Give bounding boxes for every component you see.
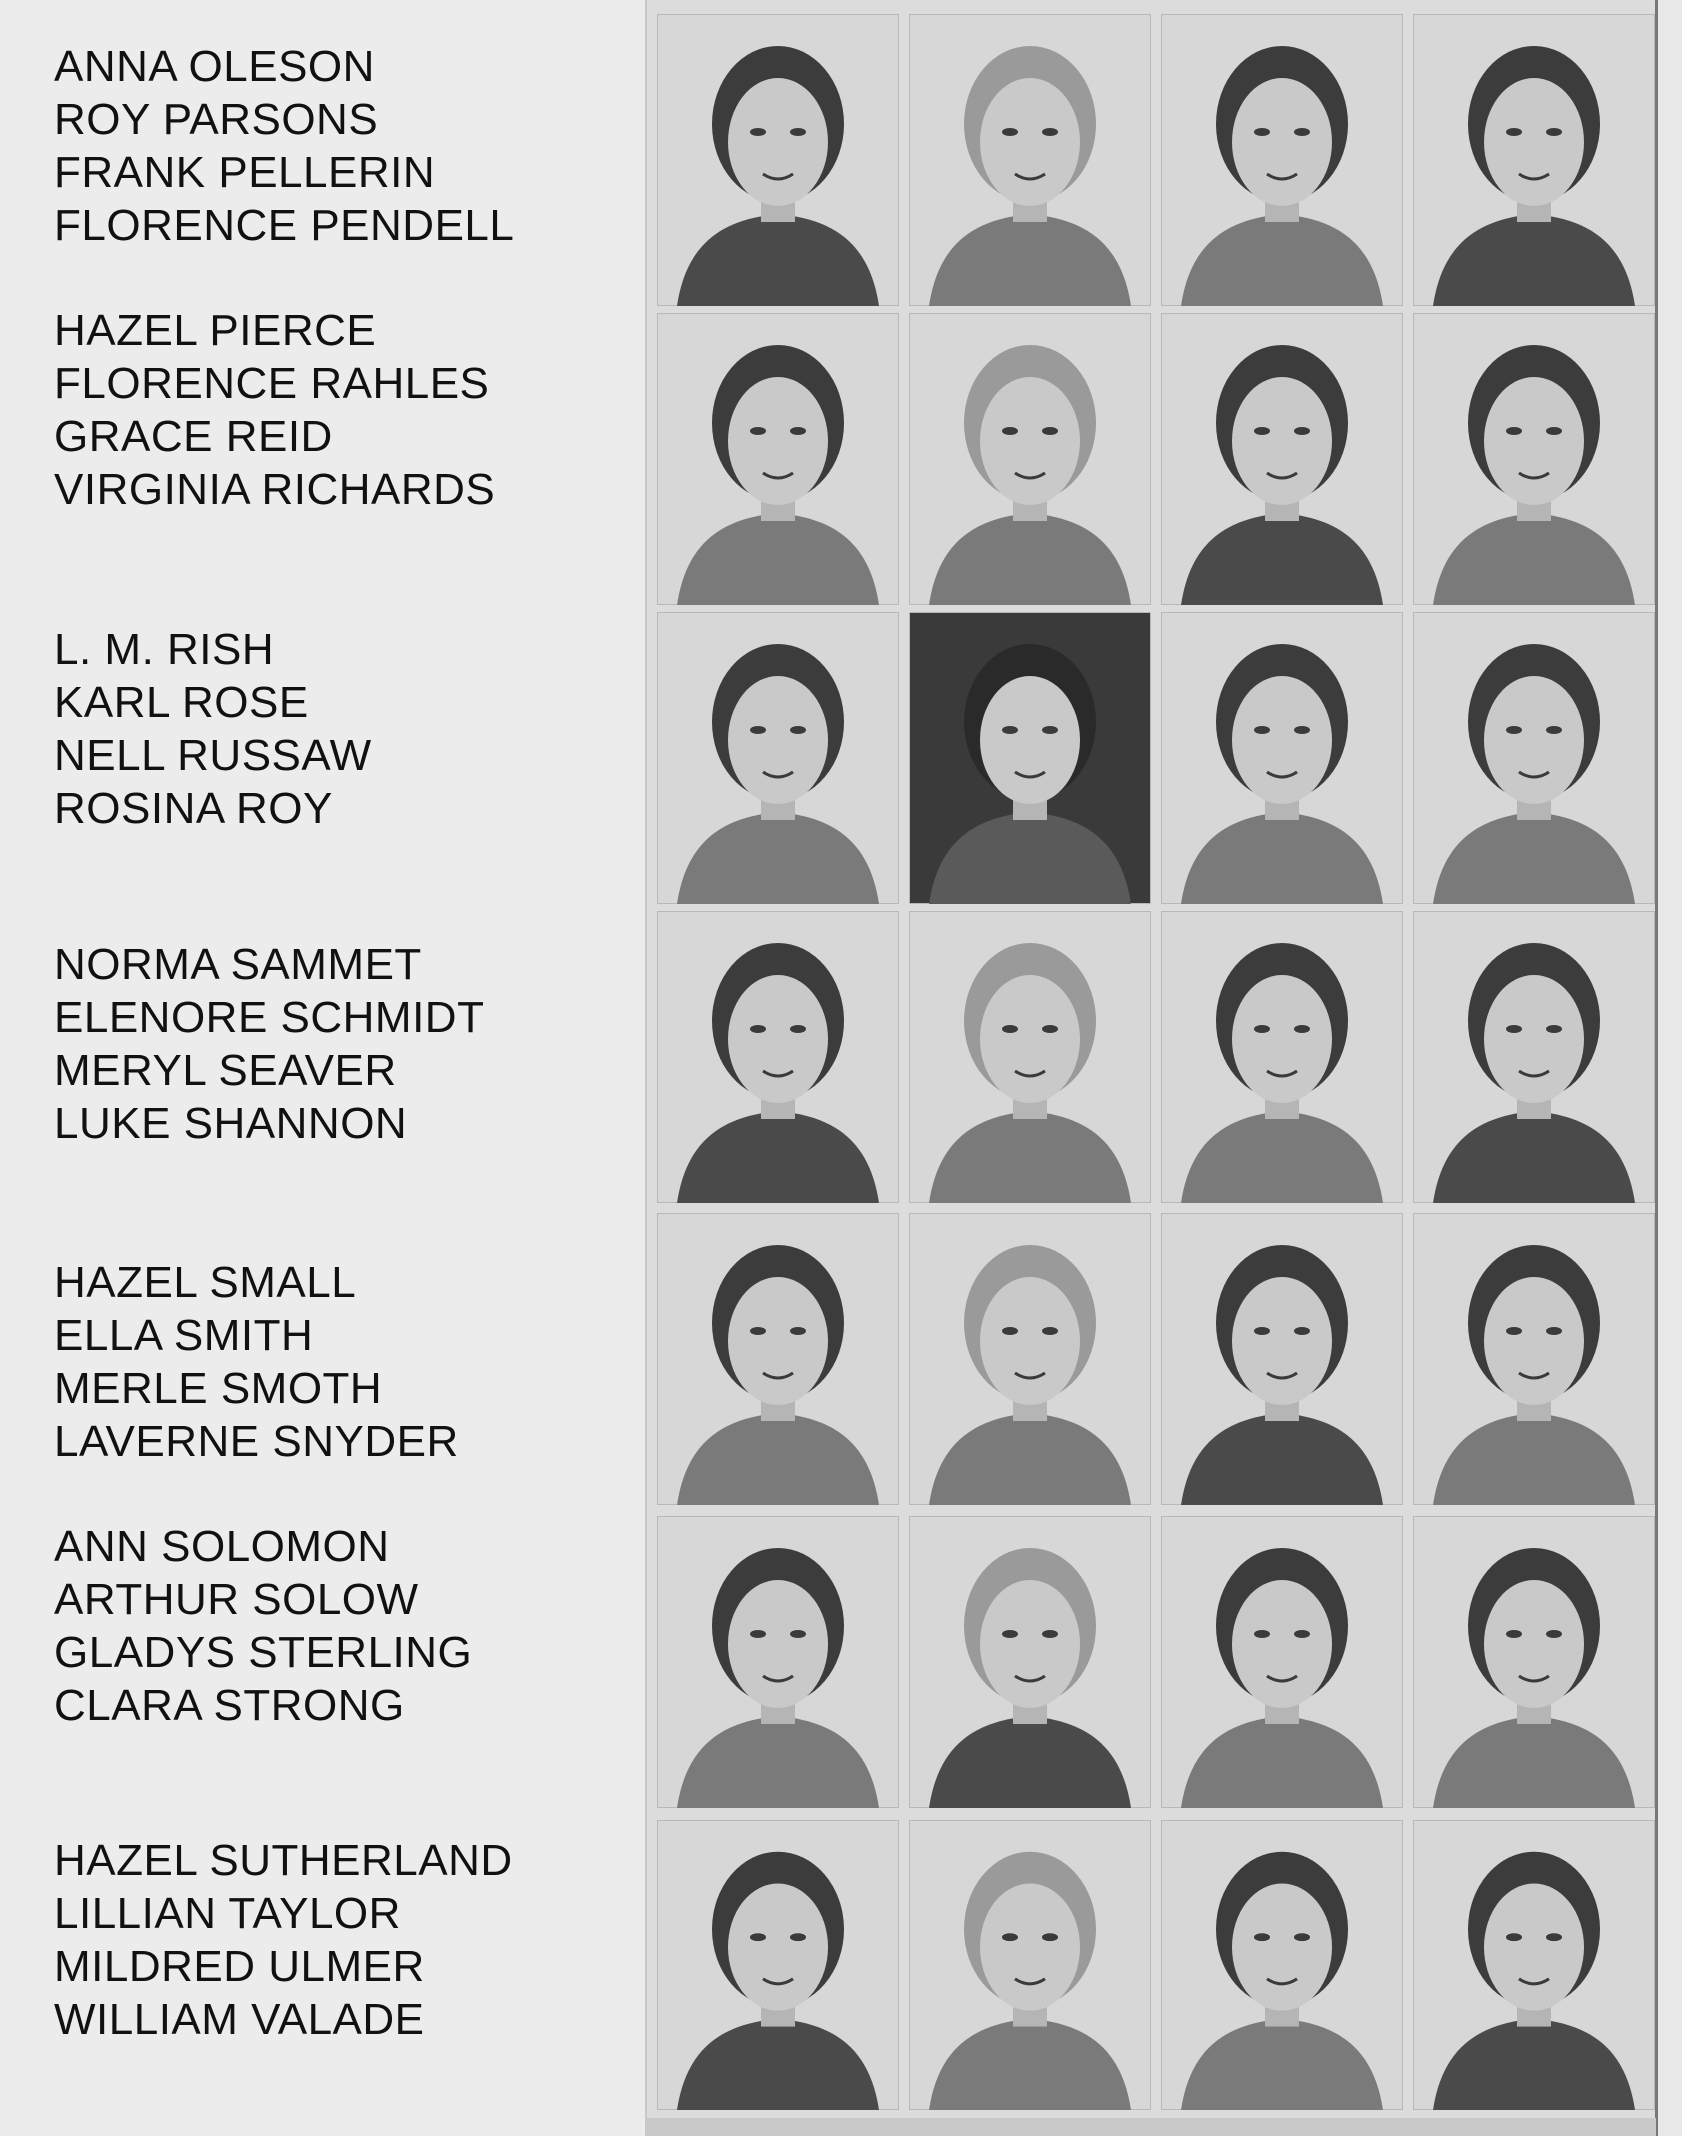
- shoulders-shape: [1433, 1716, 1635, 1808]
- name-entry: L. M. RISH: [54, 625, 275, 674]
- name-entry: FRANK PELLERIN: [54, 148, 436, 197]
- eye-shape: [1254, 427, 1270, 435]
- eye-shape: [750, 1933, 766, 1941]
- shoulders-shape: [677, 2019, 879, 2110]
- shoulders-shape: [1433, 2019, 1635, 2110]
- portrait-silhouette: [1161, 1516, 1403, 1808]
- face-shape: [728, 78, 828, 206]
- portrait-silhouette: [909, 911, 1151, 1203]
- eye-shape: [1002, 427, 1018, 435]
- shoulders-shape: [1181, 513, 1383, 605]
- name-entry: MILDRED ULMER: [54, 1942, 425, 1991]
- eye-shape: [1294, 726, 1310, 734]
- name-entry: LAVERNE SNYDER: [54, 1417, 459, 1466]
- portrait-photo: [1413, 313, 1655, 605]
- face-shape: [980, 1277, 1080, 1405]
- eye-shape: [790, 128, 806, 136]
- portrait-photo: [657, 313, 899, 605]
- name-entry: GRACE REID: [54, 412, 333, 461]
- face-shape: [1484, 975, 1584, 1103]
- name-entry: ANNA OLESON: [54, 42, 375, 91]
- face-shape: [728, 975, 828, 1103]
- face-shape: [1232, 1884, 1332, 2011]
- portrait-photo: [657, 1820, 899, 2110]
- portrait-silhouette: [909, 14, 1151, 306]
- eye-shape: [1042, 726, 1058, 734]
- eye-shape: [1254, 128, 1270, 136]
- eye-shape: [1506, 1025, 1522, 1033]
- eye-shape: [1546, 128, 1562, 136]
- eye-shape: [1506, 427, 1522, 435]
- eye-shape: [790, 1327, 806, 1335]
- eye-shape: [1506, 726, 1522, 734]
- eye-shape: [1546, 1630, 1562, 1638]
- shoulders-shape: [1181, 1413, 1383, 1505]
- shoulders-shape: [677, 214, 879, 306]
- eye-shape: [1042, 1933, 1058, 1941]
- eye-shape: [1546, 427, 1562, 435]
- face-shape: [728, 676, 828, 804]
- eye-shape: [1546, 1933, 1562, 1941]
- face-shape: [728, 1580, 828, 1708]
- eye-shape: [1294, 1025, 1310, 1033]
- face-shape: [1484, 78, 1584, 206]
- eye-shape: [790, 1025, 806, 1033]
- eye-shape: [1002, 1630, 1018, 1638]
- portrait-silhouette: [1413, 911, 1655, 1203]
- portrait-photo: [1161, 1213, 1403, 1505]
- portrait-silhouette: [657, 1213, 899, 1505]
- portrait-silhouette: [909, 1516, 1151, 1808]
- name-entry: ELLA SMITH: [54, 1311, 314, 1360]
- name-group-6: [54, 1520, 644, 1732]
- shoulders-shape: [929, 2019, 1131, 2110]
- face-shape: [728, 1884, 828, 2011]
- eye-shape: [1254, 726, 1270, 734]
- name-entry: VIRGINIA RICHARDS: [54, 465, 496, 514]
- name-entry: ANN SOLOMON: [54, 1522, 390, 1571]
- eye-shape: [1042, 427, 1058, 435]
- name-entry: FLORENCE PENDELL: [54, 201, 515, 250]
- eye-shape: [1294, 128, 1310, 136]
- eye-shape: [750, 1025, 766, 1033]
- face-shape: [1484, 676, 1584, 804]
- portrait-silhouette: [1413, 1820, 1655, 2110]
- shoulders-shape: [677, 1413, 879, 1505]
- eye-shape: [1002, 1933, 1018, 1941]
- name-entry: WILLIAM VALADE: [54, 1995, 425, 2044]
- eye-shape: [1254, 1327, 1270, 1335]
- eye-shape: [1294, 1327, 1310, 1335]
- name-entry: HAZEL PIERCE: [54, 306, 377, 355]
- eye-shape: [1546, 1327, 1562, 1335]
- portrait-silhouette: [1413, 14, 1655, 306]
- shoulders-shape: [677, 812, 879, 904]
- shoulders-shape: [677, 1716, 879, 1808]
- portrait-photo: [657, 1516, 899, 1808]
- name-entry: ROY PARSONS: [54, 95, 379, 144]
- portrait-silhouette: [1161, 612, 1403, 904]
- portrait-silhouette: [657, 612, 899, 904]
- portrait-photo: [909, 313, 1151, 605]
- shoulders-shape: [929, 1111, 1131, 1203]
- eye-shape: [1546, 1025, 1562, 1033]
- name-group-4: [54, 938, 644, 1150]
- portrait-photo: [909, 1820, 1151, 2110]
- eye-shape: [1002, 128, 1018, 136]
- face-shape: [980, 377, 1080, 505]
- portrait-photo: [1413, 911, 1655, 1203]
- portrait-silhouette: [1413, 313, 1655, 605]
- portrait-photo: [909, 14, 1151, 306]
- name-group-1: [54, 40, 644, 252]
- shoulders-shape: [1433, 812, 1635, 904]
- eye-shape: [1254, 1630, 1270, 1638]
- portrait-photo: [1413, 14, 1655, 306]
- eye-shape: [750, 726, 766, 734]
- shoulders-shape: [1433, 214, 1635, 306]
- portrait-silhouette: [657, 911, 899, 1203]
- portrait-silhouette: [1413, 1213, 1655, 1505]
- shoulders-shape: [677, 513, 879, 605]
- eye-shape: [1506, 1630, 1522, 1638]
- name-entry: HAZEL SUTHERLAND: [54, 1836, 513, 1885]
- shoulders-shape: [1181, 214, 1383, 306]
- eye-shape: [1002, 726, 1018, 734]
- portrait-photo: [657, 1213, 899, 1505]
- portrait-photo: [657, 14, 899, 306]
- name-entry: GLADYS STERLING: [54, 1628, 473, 1677]
- face-shape: [728, 1277, 828, 1405]
- portrait-silhouette: [1413, 1516, 1655, 1808]
- name-entry: LUKE SHANNON: [54, 1099, 408, 1148]
- face-shape: [1232, 975, 1332, 1103]
- eye-shape: [1042, 1327, 1058, 1335]
- eye-shape: [750, 128, 766, 136]
- eye-shape: [790, 427, 806, 435]
- name-entry: KARL ROSE: [54, 678, 309, 727]
- eye-shape: [1042, 128, 1058, 136]
- portrait-silhouette: [1161, 14, 1403, 306]
- face-shape: [1484, 1277, 1584, 1405]
- face-shape: [980, 676, 1080, 804]
- portrait-photo: [909, 1213, 1151, 1505]
- portrait-silhouette: [909, 1820, 1151, 2110]
- face-shape: [1232, 1580, 1332, 1708]
- eye-shape: [1002, 1327, 1018, 1335]
- face-shape: [1484, 1884, 1584, 2011]
- eye-shape: [1254, 1025, 1270, 1033]
- name-entry: MERYL SEAVER: [54, 1046, 397, 1095]
- page-bottom-edge: [645, 2118, 1656, 2136]
- eye-shape: [790, 726, 806, 734]
- shoulders-shape: [677, 1111, 879, 1203]
- portrait-photo: [1161, 14, 1403, 306]
- face-shape: [1232, 1277, 1332, 1405]
- eye-shape: [1254, 1933, 1270, 1941]
- name-entry: LILLIAN TAYLOR: [54, 1889, 401, 1938]
- name-group-2: [54, 304, 644, 516]
- eye-shape: [1506, 1933, 1522, 1941]
- shoulders-shape: [929, 1716, 1131, 1808]
- names-column: [0, 0, 645, 2136]
- eye-shape: [750, 427, 766, 435]
- portrait-photo: [1413, 1213, 1655, 1505]
- portrait-silhouette: [1161, 911, 1403, 1203]
- shoulders-shape: [1433, 1111, 1635, 1203]
- face-shape: [980, 1580, 1080, 1708]
- portrait-silhouette: [909, 313, 1151, 605]
- portrait-photo: [1161, 911, 1403, 1203]
- eye-shape: [1294, 1933, 1310, 1941]
- portrait-silhouette: [909, 1213, 1151, 1505]
- shoulders-shape: [1433, 513, 1635, 605]
- name-entry: NORMA SAMMET: [54, 940, 422, 989]
- portrait-photo: [909, 911, 1151, 1203]
- portrait-photo: [657, 911, 899, 1203]
- eye-shape: [1294, 1630, 1310, 1638]
- shoulders-shape: [1181, 2019, 1383, 2110]
- shoulders-shape: [1181, 1716, 1383, 1808]
- name-entry: ROSINA ROY: [54, 784, 333, 833]
- shoulders-shape: [929, 214, 1131, 306]
- name-group-5: [54, 1256, 644, 1468]
- portrait-photo: [909, 1516, 1151, 1808]
- portrait-silhouette: [1413, 612, 1655, 904]
- portrait-photo: [1161, 612, 1403, 904]
- portrait-photo: [1161, 313, 1403, 605]
- portrait-photo: [909, 612, 1151, 904]
- face-shape: [980, 1884, 1080, 2011]
- name-entry: NELL RUSSAW: [54, 731, 372, 780]
- portrait-photo: [1413, 1820, 1655, 2110]
- eye-shape: [1002, 1025, 1018, 1033]
- shoulders-shape: [929, 513, 1131, 605]
- name-entry: ELENORE SCHMIDT: [54, 993, 485, 1042]
- portrait-silhouette: [657, 313, 899, 605]
- portrait-silhouette: [1161, 1820, 1403, 2110]
- eye-shape: [1042, 1630, 1058, 1638]
- shoulders-shape: [929, 812, 1131, 904]
- portrait-silhouette: [1161, 313, 1403, 605]
- shoulders-shape: [1433, 1413, 1635, 1505]
- portrait-silhouette: [1161, 1213, 1403, 1505]
- portrait-photo: [1161, 1820, 1403, 2110]
- face-shape: [980, 78, 1080, 206]
- face-shape: [1484, 1580, 1584, 1708]
- portrait-silhouette: [657, 1516, 899, 1808]
- eye-shape: [1546, 726, 1562, 734]
- eye-shape: [750, 1327, 766, 1335]
- face-shape: [980, 975, 1080, 1103]
- portrait-silhouette: [909, 612, 1151, 904]
- name-entry: MERLE SMOTH: [54, 1364, 383, 1413]
- name-entry: CLARA STRONG: [54, 1681, 405, 1730]
- portrait-photo: [657, 612, 899, 904]
- eye-shape: [1506, 128, 1522, 136]
- face-shape: [728, 377, 828, 505]
- face-shape: [1232, 676, 1332, 804]
- face-shape: [1484, 377, 1584, 505]
- shoulders-shape: [1181, 1111, 1383, 1203]
- page-edge: [1655, 0, 1682, 2136]
- face-shape: [1232, 377, 1332, 505]
- shoulders-shape: [929, 1413, 1131, 1505]
- face-shape: [1232, 78, 1332, 206]
- eye-shape: [790, 1630, 806, 1638]
- portrait-photo: [1413, 1516, 1655, 1808]
- eye-shape: [1506, 1327, 1522, 1335]
- shoulders-shape: [1181, 812, 1383, 904]
- name-entry: HAZEL SMALL: [54, 1258, 357, 1307]
- portrait-photo: [1161, 1516, 1403, 1808]
- eye-shape: [790, 1933, 806, 1941]
- name-group-3: [54, 623, 644, 835]
- name-group-7: [54, 1834, 644, 2046]
- eye-shape: [1294, 427, 1310, 435]
- portrait-silhouette: [657, 1820, 899, 2110]
- name-entry: FLORENCE RAHLES: [54, 359, 490, 408]
- name-entry: ARTHUR SOLOW: [54, 1575, 419, 1624]
- eye-shape: [750, 1630, 766, 1638]
- portrait-photo: [1413, 612, 1655, 904]
- eye-shape: [1042, 1025, 1058, 1033]
- portrait-silhouette: [657, 14, 899, 306]
